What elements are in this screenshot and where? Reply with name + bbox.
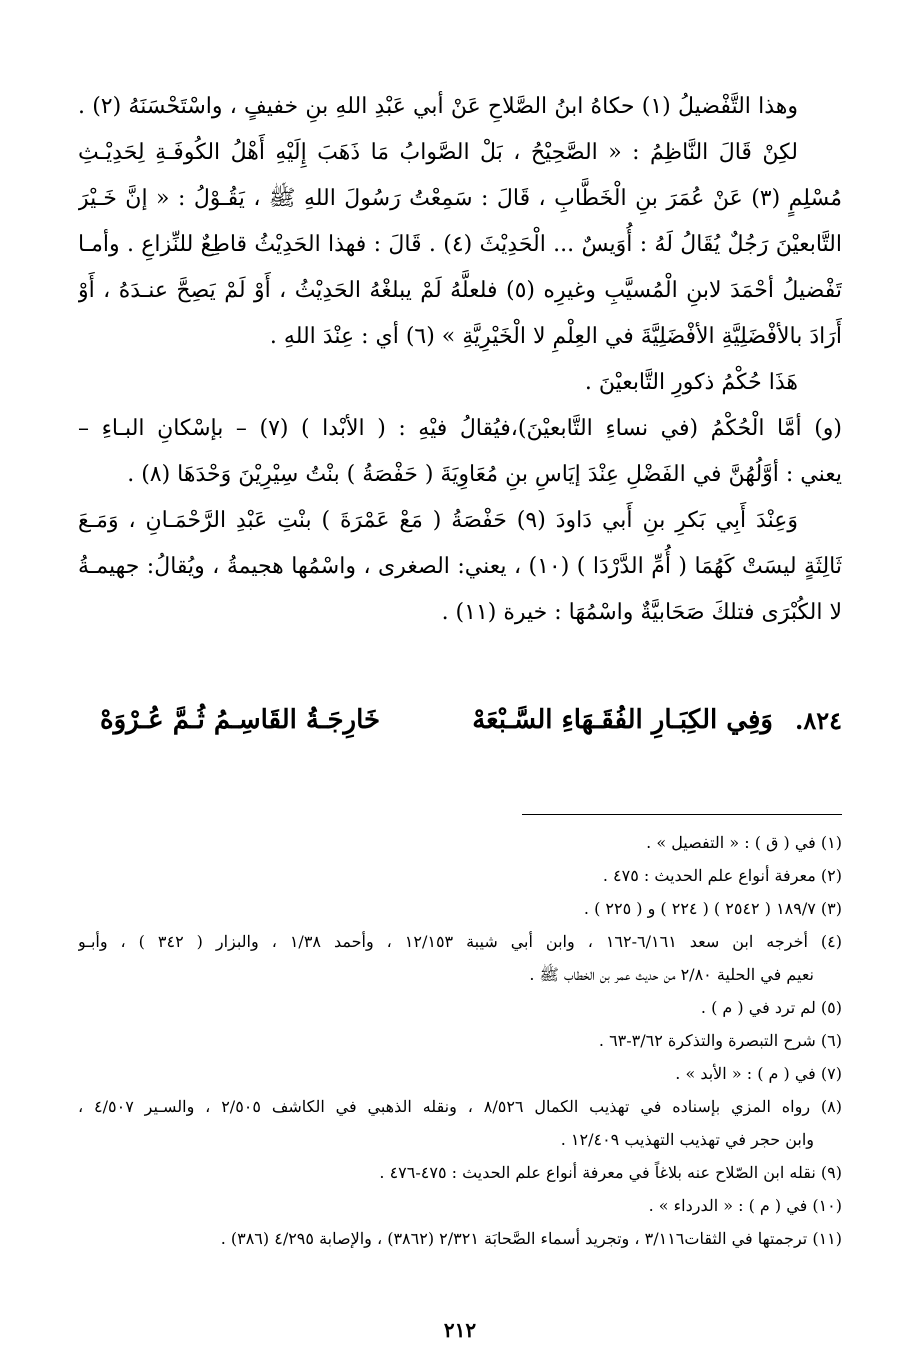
footnote-continuation: وابن حجر في تهذيب التهذيب ١٢/٤٠٩ .	[560, 1130, 814, 1149]
text-line: لا الكُبْرَى فتلكَ صَحَابيَّةٌ واسْمُهَا : خيرة (١١) .	[441, 600, 842, 625]
footnote: (٢) معرفة أنواع علم الحديث : ٤٧٥ .	[602, 866, 842, 885]
poem-verse	[100, 692, 842, 748]
text-line: يعني : أوَّلُهُنَّ في الفَضْلِ عِنْدَ إيَاسِ بنِ مُعَاوِيَةَ ( حَفْصَةُ ) بنْتُ سِيْرِيْنَ وَحْدَهَا (٨) .	[127, 462, 842, 487]
main-text	[78, 84, 842, 636]
footnote: (١) في ( ق ) : « التفصيل » .	[646, 833, 842, 852]
footnote: (٤) أخرجه ابن سعد ٦/١٦١-١٦٢ ، وابن أبي شيبة ١٢/١٥٣ ، وأحمد ١/٣٨ ، والبزار ( ٣٤٢ ) ، وأبـو	[78, 932, 842, 951]
footnote: (٨) رواه المزي بإسناده في تهذيب الكمال ٨/٥٢٦ ، ونقله الذهبي في الكاشف ٢/٥٠٥ ، والسـير ٤/٥٠٧ ،	[78, 1097, 842, 1116]
page-number: ٢١٢	[443, 1318, 477, 1342]
text-line: (و) أمَّا الْحُكْمُ (في نساءِ التَّابعيْنَ)،فيُقالُ فيْهِ : ( الأبْدا ) (٧) – بإسْكانِ البـاءِ –	[78, 416, 842, 441]
footnote: (٣) ١٨٩/٧ ( ٢٥٤٢ ) ( ٢٢٤ ) و ( ٢٢٥ ) .	[583, 899, 842, 918]
text-line: هَذَا حُكْمُ ذكورِ التَّابعيْنَ .	[584, 370, 798, 395]
text-line: أَرَادَ بالأفْضَلِيَّةِ الأفْضَلِيَّةَ في العِلْمِ لا الْخَيْرِيَّةِ » (٦) أي : عِنْدَ اللهِ .	[269, 324, 842, 349]
text-line: وَعِنْدَ أَبِي بَكرِ بنِ أَبي دَاودَ (٩) حَفْصَةُ ( مَعْ عَمْرَةَ ) بنْتِ عَبْدِ الرَّحْمَـانِ ، وَمَـعَ	[78, 508, 798, 533]
text-line: تَفْضيلُ أحْمَدَ لابنِ الْمُسيَّبِ وغيرِه (٥) فلعلَّهُ لَمْ يبلغْهُ الحَدِيْثُ ، أَوْ لَمْ يَصِحَّ عنـدَهُ ، أَوْ	[78, 278, 842, 303]
footnote: (١١) ترجمتها في الثقات٣/١١٦ ، وتجريد أسماء الصَّحابَة ٢/٣٢١ (٣٨٦٢) ، والإصابة ٤/٢٩٥ (٣٨٦) .	[220, 1229, 842, 1248]
verse-number: ٨٢٤.	[794, 705, 842, 735]
footnote: (١٠) في ( م ) : « الدرداء » .	[648, 1196, 842, 1215]
text-line: ثَالِثَةٍ ليسَتْ كَهُمَا ( أُمِّ الدَّرْدَا ) (١٠) ، يعني: الصغرى ، واسْمُها هجيمةُ ، ويُقالُ: جهيمـةُ	[78, 554, 842, 579]
footnote: (٧) في ( م ) : « الأبد » .	[675, 1064, 842, 1083]
footnote: (٦) شرح التبصرة والتذكرة ٣/٦٢-٦٣ .	[598, 1031, 842, 1050]
footnotes	[78, 826, 842, 1255]
text-line: مُسْلِمٍ (٣) عَنْ عُمَرَ بنِ الْخَطَّابِ ، قَالَ : سَمِعْتُ رَسُولَ اللهِ ﷺ ، يَقُـوْلُ : « إنَّ خَـيْرَ	[78, 186, 842, 211]
text-line: التَّابعيْنَ رَجُلٌ يُقَالُ لَهُ : أُوَيسٌ ... الْحَدِيْثَ (٤) . قَالَ : فهذا الحَدِيْثُ قاطِعٌ للنِّزاعِ . وأمـا	[78, 232, 842, 257]
verse-second-hemistich: خَارِجَـةُ القَاسِـمُ ثُـمَّ عُـرْوَهْ	[100, 705, 381, 735]
text-line: لكِنْ قَالَ النَّاظِمُ : « الصَّحِيْحُ ، بَلْ الصَّوابُ مَا ذَهَبَ إِلَيْهِ أَهْلُ الكُوفَـةِ لِحَدِيْـثِ	[78, 140, 798, 165]
footnote: (٥) لم ترد في ( م ) .	[700, 998, 842, 1017]
verse-first-hemistich: وَفِي الكِبَـارِ الفُقَـهَاءِ السَّـبْعَهْ	[472, 705, 773, 735]
text-line: وهذا التَّفْضيلُ (١) حكاهُ ابنُ الصَّلاحِ عَنْ أبي عَبْدِ اللهِ بنِ خفيفٍ ، واسْتَحْسَنَهُ (٢) .	[78, 94, 799, 119]
footnote: (٩) نقله ابن الصّلاح عنه بلاغاً في معرفة أنواع علم الحديث : ٤٧٥-٤٧٦ .	[379, 1163, 842, 1182]
footnote-separator	[522, 814, 842, 815]
footnote-continuation: نعيم في الحلية ٢/٨٠ من حديث عمر بن الخطاب ﷺ .	[529, 965, 814, 984]
